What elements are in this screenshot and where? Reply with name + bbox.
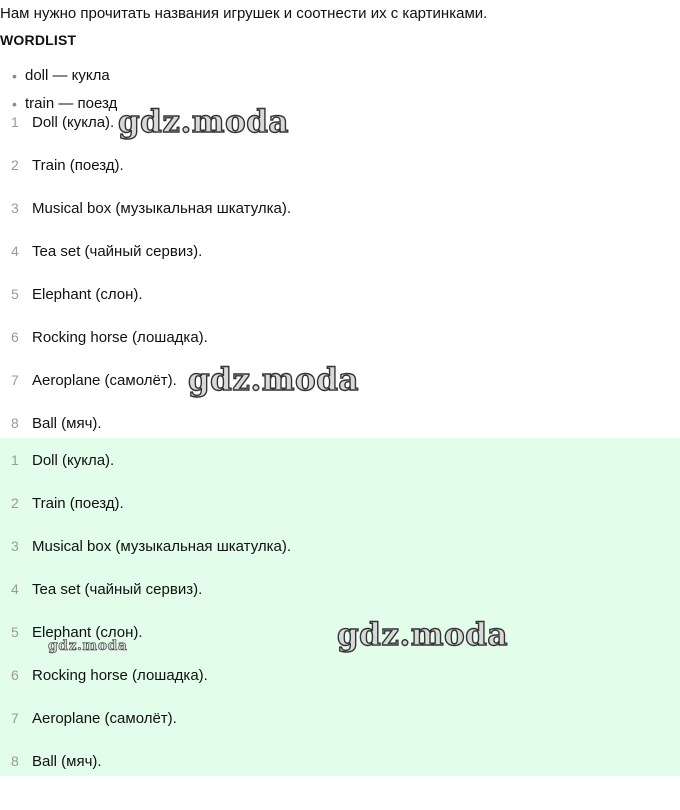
list-item <box>0 654 680 697</box>
item-number: 4 <box>11 581 19 597</box>
list-item <box>0 144 680 187</box>
item-number: 6 <box>11 667 19 683</box>
list-item <box>0 697 680 740</box>
item-text: Doll (кукла). <box>32 114 115 131</box>
list-item <box>0 359 680 402</box>
list-item <box>0 740 680 783</box>
item-text: Train (поезд). <box>32 495 124 512</box>
item-number: 5 <box>11 286 19 302</box>
list-item <box>0 187 680 230</box>
answer-list <box>0 100 680 444</box>
list-item <box>0 439 680 482</box>
item-number: 6 <box>11 329 19 345</box>
item-number: 7 <box>11 710 19 726</box>
wordlist-item <box>0 62 300 90</box>
item-number: 3 <box>11 200 19 216</box>
list-item <box>0 482 680 525</box>
item-text: Rocking horse (лошадка). <box>32 667 208 684</box>
watermark-logo: gdz.moda <box>337 617 508 653</box>
item-number: 8 <box>11 753 19 769</box>
wordlist <box>0 62 300 112</box>
item-number: 3 <box>11 538 19 554</box>
item-text: Musical box (музыкальная шкатулка). <box>32 200 292 217</box>
list-item <box>0 525 680 568</box>
item-text: Ball (мяч). <box>32 415 102 432</box>
item-text: Elephant (слон). <box>32 286 143 303</box>
list-item <box>0 316 680 359</box>
list-item <box>0 273 680 316</box>
intro-text: Нам нужно прочитать названия игрушек и соотнести их с картинками. <box>0 5 488 22</box>
item-number: 2 <box>11 495 19 511</box>
item-number: 5 <box>11 624 19 640</box>
bullet-icon: • <box>12 68 17 84</box>
item-number: 8 <box>11 415 19 431</box>
watermark-logo: gdz.moda <box>188 362 359 398</box>
item-number: 4 <box>11 243 19 259</box>
item-text: Elephant (слон). <box>32 624 143 641</box>
wordlist-title: WORDLIST <box>0 32 77 48</box>
bullet-icon: • <box>12 96 17 112</box>
item-text: Musical box (музыкальная шкатулка). <box>32 538 292 555</box>
watermark-logo: gdz.moda <box>118 104 289 140</box>
item-text: Tea set (чайный сервиз). <box>32 243 203 260</box>
list-item <box>0 611 680 654</box>
item-number: 1 <box>11 114 19 130</box>
item-text: Rocking horse (лошадка). <box>32 329 208 346</box>
answer-list-highlighted <box>0 438 680 776</box>
list-item <box>0 101 680 144</box>
item-text: Tea set (чайный сервиз). <box>32 581 203 598</box>
wordlist-item-text: doll — кукла <box>25 67 110 84</box>
item-text: Aeroplane (самолёт). <box>32 372 177 389</box>
item-text: Doll (кукла). <box>32 452 115 469</box>
list-item <box>0 568 680 611</box>
item-number: 1 <box>11 452 19 468</box>
list-item <box>0 230 680 273</box>
item-text: Train (поезд). <box>32 157 124 174</box>
watermark-logo: gdz.moda <box>48 638 128 654</box>
item-number: 2 <box>11 157 19 173</box>
item-text: Aeroplane (самолёт). <box>32 710 177 727</box>
item-text: Ball (мяч). <box>32 753 102 770</box>
wordlist-item-text: train — поезд <box>25 95 118 112</box>
item-number: 7 <box>11 372 19 388</box>
